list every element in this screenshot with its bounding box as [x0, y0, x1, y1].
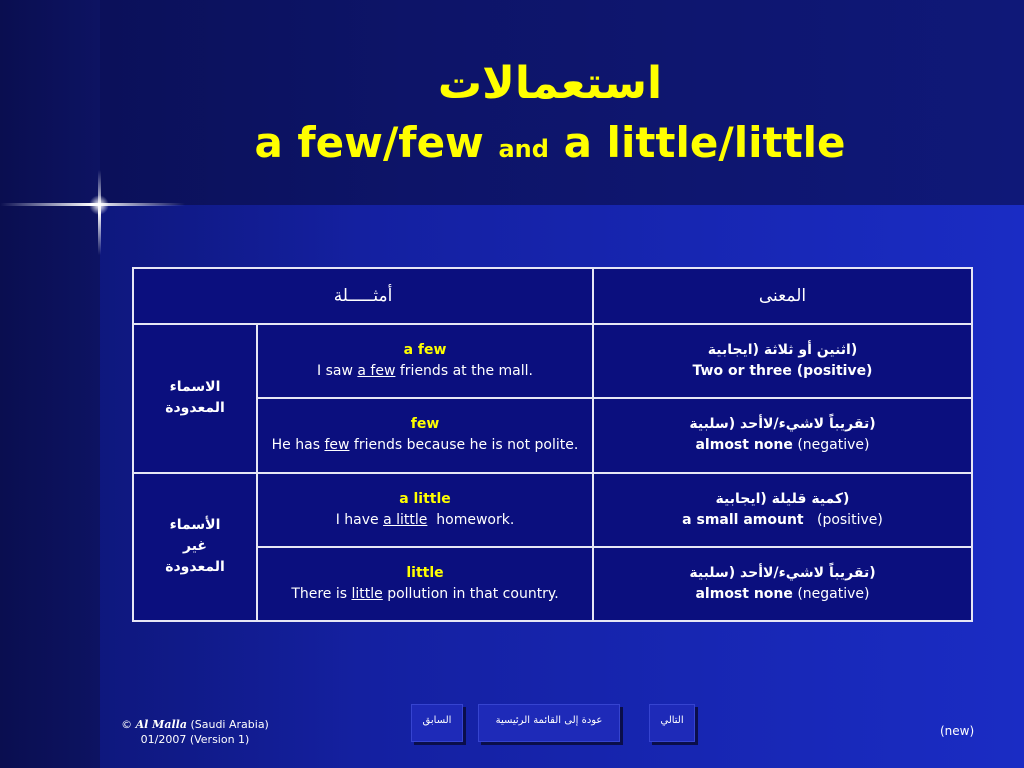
meaning-arabic: (اثنين أو ثلاثة (ايجابية	[707, 342, 858, 359]
example-keyword: a few	[357, 363, 396, 380]
author-name: Al Malla	[135, 718, 187, 731]
header-examples: أمثـــــلة	[133, 268, 593, 324]
category-countable: الاسماء المعدودة	[133, 324, 257, 473]
example-label: a little	[399, 490, 451, 507]
title-part-little: a little/little	[563, 118, 846, 167]
example-keyword: few	[324, 437, 350, 454]
example-cell	[257, 473, 593, 547]
title-connector: and	[498, 135, 549, 163]
home-button[interactable]: عودة إلى القائمة الرئيسية	[478, 704, 620, 742]
meaning-arabic: (تقريباً لاشيء/لاأحد (سلبية	[689, 416, 876, 433]
meaning-arabic: (كمية قليلة (ايجابية	[715, 490, 850, 507]
meaning-english: a small amount (positive)	[682, 511, 883, 528]
example-cell	[257, 324, 593, 398]
footer-credits	[115, 717, 275, 747]
meaning-english: almost none (negative)	[695, 437, 870, 454]
table-header-row	[133, 268, 972, 324]
side-stripe	[0, 0, 100, 768]
example-label: few	[410, 416, 440, 433]
light-flare-center	[89, 195, 109, 215]
table-row	[133, 473, 972, 547]
meaning-english: almost none (negative)	[695, 585, 870, 602]
meaning-arabic: (تقريباً لاشيء/لاأحد (سلبية	[689, 564, 876, 581]
example-sentence: There is little pollution in that country.	[291, 585, 559, 602]
page-title-english	[150, 118, 950, 167]
title-part-few: a few/few	[254, 118, 484, 167]
version-text: 01/2007 (Version 1)	[140, 733, 250, 746]
meaning-cell	[593, 547, 972, 621]
table-row	[133, 324, 972, 398]
usage-table	[132, 267, 973, 622]
author-country: (Saudi Arabia)	[186, 718, 269, 731]
meaning-english: Two or three (positive)	[692, 363, 873, 380]
header-meaning: المعنى	[593, 268, 972, 324]
example-cell	[257, 547, 593, 621]
meaning-cell	[593, 473, 972, 547]
meaning-cell	[593, 324, 972, 398]
copyright-symbol: ©	[121, 718, 133, 731]
example-keyword: a little	[383, 511, 428, 528]
meaning-cell	[593, 398, 972, 472]
example-label: a few	[403, 342, 447, 359]
example-label: little	[406, 564, 444, 581]
example-keyword: little	[351, 585, 383, 602]
table-row	[133, 398, 972, 472]
example-sentence: I have a little homework.	[335, 511, 515, 528]
example-sentence: I saw a few friends at the mall.	[317, 363, 533, 380]
next-button[interactable]: التالي	[649, 704, 695, 742]
table-row	[133, 547, 972, 621]
prev-button[interactable]: السابق	[411, 704, 463, 742]
category-uncountable: الأسماء غير المعدودة	[133, 473, 257, 622]
new-label: (new)	[940, 724, 975, 738]
page-title-arabic: استعمالات	[437, 58, 663, 109]
example-sentence: He has few friends because he is not polite.	[271, 437, 579, 454]
example-cell	[257, 398, 593, 472]
